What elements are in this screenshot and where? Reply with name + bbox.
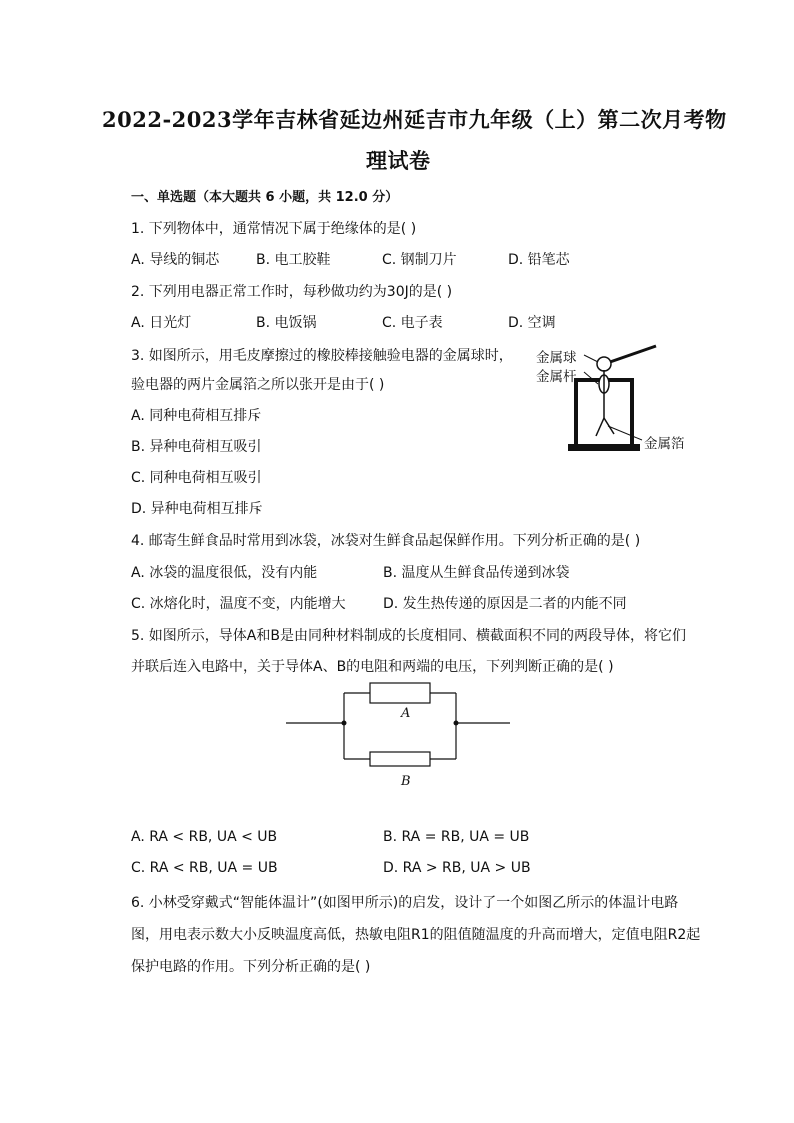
q4-option-b: B. 温度从生鲜食品传递到冰袋 xyxy=(383,565,570,581)
q2-option-b: B. 电饭锅 xyxy=(256,315,317,331)
q4-option-c: C. 冰熔化时，温度不变，内能增大 xyxy=(131,596,346,612)
q3-option-c: C. 同种电荷相互吸引 xyxy=(131,470,262,486)
parallel-circuit-drawing xyxy=(280,676,516,796)
q5-option-a: A. RA < RB, UA < UB xyxy=(131,829,278,845)
question-3-stem-line2: 验电器的两片金属箔之所以张开是由于( ) xyxy=(131,377,385,393)
question-2-stem: 2. 下列用电器正常工作时，每秒做功约为30J的是( ) xyxy=(131,284,453,300)
label-resistor-b: B xyxy=(401,774,411,789)
page-title-line1: 2022-2023学年吉林省延边州延吉市九年级（上）第二次月考物 xyxy=(102,107,727,132)
q5-option-b: B. RA = RB, UA = UB xyxy=(383,829,530,845)
question-3-stem-line1: 3. 如图所示，用毛皮摩擦过的橡胶棒接触验电器的金属球时， xyxy=(131,348,513,364)
q1-option-a: A. 导线的铜芯 xyxy=(131,252,220,268)
q3-option-b: B. 异种电荷相互吸引 xyxy=(131,439,262,455)
q1-option-c: C. 钢制刀片 xyxy=(382,252,457,268)
q3-option-a: A. 同种电荷相互排斥 xyxy=(131,408,262,424)
question-4-stem: 4. 邮寄生鲜食品时常用到冰袋，冰袋对生鲜食品起保鲜作用。下列分析正确的是( ) xyxy=(131,533,641,549)
q1-option-d: D. 铅笔芯 xyxy=(508,252,570,268)
electroscope-figure xyxy=(534,340,704,460)
q1-option-b: B. 电工胶鞋 xyxy=(256,252,331,268)
parallel-circuit-figure xyxy=(280,676,516,796)
label-metal-rod: 金属杆 xyxy=(536,369,577,385)
question-6-stem-line2: 图，用电表示数大小反映温度高低，热敏电阻R1的阻值随温度的升高而增大，定值电阻R2起 xyxy=(131,927,701,943)
label-metal-ball: 金属球 xyxy=(536,350,577,366)
page-title-line2: 理试卷 xyxy=(366,148,431,173)
question-1-stem: 1. 下列物体中，通常情况下属于绝缘体的是( ) xyxy=(131,221,417,237)
question-6-stem-line3: 保护电路的作用。下列分析正确的是( ) xyxy=(131,959,371,975)
question-5-stem-line1: 5. 如图所示，导体A和B是由同种材料制成的长度相同、横截面积不同的两段导体，将它们 xyxy=(131,628,686,644)
q2-option-d: D. 空调 xyxy=(508,315,556,331)
section-heading: 一、单选题（本大题共 6 小题，共 12.0 分） xyxy=(131,190,399,205)
question-5-stem-line2: 并联后连入电路中，关于导体A、B的电阻和两端的电压，下列判断正确的是( ) xyxy=(131,659,614,675)
q4-option-d: D. 发生热传递的原因是二者的内能不同 xyxy=(383,596,627,612)
question-6-stem-line1: 6. 小林受穿戴式“智能体温计”(如图甲所示)的启发，设计了一个如图乙所示的体温计电路 xyxy=(131,895,679,911)
label-metal-foil: 金属箔 xyxy=(644,436,685,452)
q3-option-d: D. 异种电荷相互排斥 xyxy=(131,501,263,517)
q2-option-a: A. 日光灯 xyxy=(131,315,192,331)
q2-option-c: C. 电子表 xyxy=(382,315,443,331)
label-resistor-a: A xyxy=(401,706,411,721)
q5-option-c: C. RA < RB, UA = UB xyxy=(131,860,278,876)
q5-option-d: D. RA > RB, UA > UB xyxy=(383,860,531,876)
q4-option-a: A. 冰袋的温度很低，没有内能 xyxy=(131,565,318,581)
